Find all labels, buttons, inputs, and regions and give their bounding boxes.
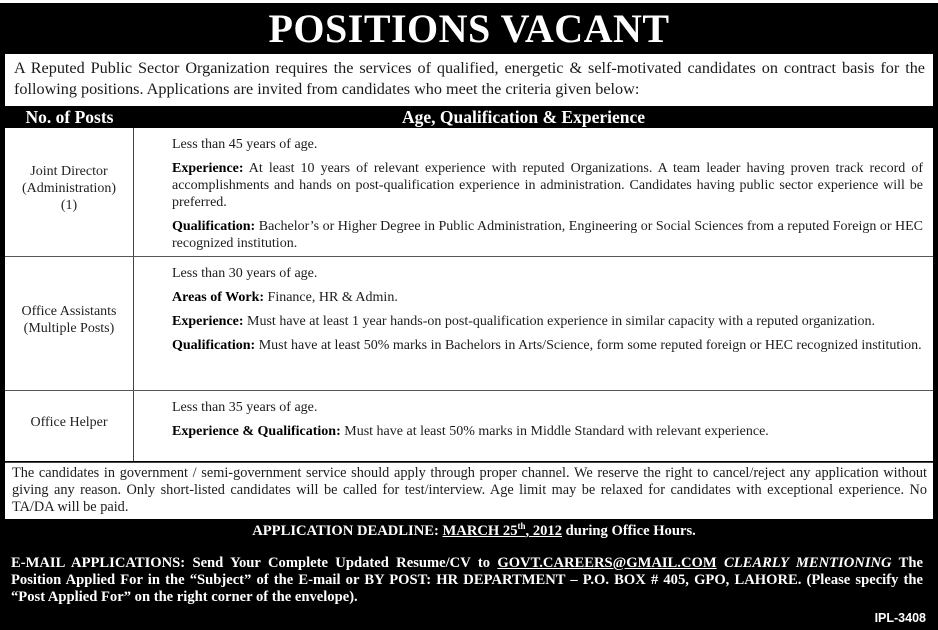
criteria-text: Must have at least 1 year hands-on post-qualification experience in similar capacity with a reputed organization. xyxy=(243,314,876,329)
criteria-label: Experience: xyxy=(172,161,244,176)
criteria-label: Areas of Work: xyxy=(172,290,265,305)
criteria-cell xyxy=(134,391,933,461)
criteria-label: Experience & Qualification: xyxy=(172,424,341,439)
criteria-cell xyxy=(134,128,933,256)
post-cell xyxy=(5,257,134,390)
post-cell xyxy=(5,128,134,256)
criteria-cell xyxy=(134,257,933,390)
criteria-label: Qualification: xyxy=(172,338,256,353)
table-row-office-assistants xyxy=(5,257,933,391)
criteria-text: Must have at least 50% marks in Bachelors in Arts/Science, form some reputed foreign or HEC recognized institution. xyxy=(255,338,922,353)
terms-paragraph: The candidates in government / semi-government service should apply through proper channel. We reserve the right to cancel/reject any application without giving any reason. Only short-listed candidates will be called for test/interview. Age limit may be relaxed for candidates with exceptional experience. No TA/DA will be paid. xyxy=(5,462,933,519)
page-title: POSITIONS VACANT xyxy=(268,5,670,51)
criteria-experience xyxy=(172,313,923,330)
table-row-joint-director xyxy=(5,128,933,257)
table-row-office-helper xyxy=(5,391,933,461)
email-emphasis: CLEARLY MENTIONING xyxy=(716,555,892,571)
post-cell xyxy=(5,391,134,461)
deadline-suffix: during Office Hours. xyxy=(562,523,696,539)
age-limit: Less than 35 years of age. xyxy=(172,400,318,415)
intro-paragraph: A Reputed Public Sector Organization requires the services of qualified, energetic & self-motivated candidates on contract basis for the following positions. Applications are invited from candidates who meet the criteria given below: xyxy=(5,54,933,106)
title-band xyxy=(0,3,938,53)
post-title: Office Helper xyxy=(30,414,108,430)
post-department: (Administration) xyxy=(21,180,117,196)
criteria-experience xyxy=(172,160,923,211)
criteria-qualification xyxy=(172,218,923,252)
post-count: (1) xyxy=(60,197,78,213)
post-title: Joint Director xyxy=(30,163,108,179)
positions-table xyxy=(5,128,933,461)
criteria-text: Finance, HR & Admin. xyxy=(264,290,398,305)
deadline-date-suffix: th xyxy=(517,521,526,532)
post-title: Office Assistants xyxy=(21,303,117,319)
deadline-date-day: MARCH 25 xyxy=(442,523,518,539)
criteria-text: At least 10 years of relevant experience with reputed Organizations. A team leader having proven track record of accomplishments and hands on post-qualification experience in administration. Candidates having public sector experience will be preferred. xyxy=(172,161,923,210)
job-advertisement xyxy=(0,3,938,630)
email-lead: E-MAIL APPLICATIONS: Send Your Complete Updated Resume/CV to xyxy=(11,555,498,571)
age-limit: Less than 45 years of age. xyxy=(172,137,318,152)
email-instructions xyxy=(11,555,923,606)
criteria-text: Bachelor’s or Higher Degree in Public Administration, Engineering or Social Sciences from a reputed Foreign or HEC recognized institution. xyxy=(172,219,923,251)
column-header-posts: No. of Posts xyxy=(25,107,114,127)
deadline-date xyxy=(443,523,563,539)
criteria-experience-qualification xyxy=(172,423,923,440)
post-count: (Multiple Posts) xyxy=(23,320,115,336)
ad-reference-code: IPL-3408 xyxy=(874,611,926,625)
application-deadline xyxy=(0,520,938,542)
deadline-label: APPLICATION DEADLINE: xyxy=(252,523,443,539)
criteria-text: Must have at least 50% marks in Middle Standard with relevant experience. xyxy=(340,424,769,439)
deadline-date-year: , 2012 xyxy=(525,523,562,539)
age-limit: Less than 30 years of age. xyxy=(172,266,318,281)
postal-instructions: The Position Applied For in the “Subject” of the E-mail or BY POST: HR DEPARTMENT – P.O. BOX # 405, GPO, LAHORE. (Please specify the “Post Applied For” on the right corner of the envelope). xyxy=(11,555,924,605)
criteria-label: Experience: xyxy=(172,314,244,329)
criteria-areas-of-work xyxy=(172,289,923,306)
table-header xyxy=(5,106,933,128)
column-header-criteria: Age, Qualification & Experience xyxy=(401,107,646,127)
criteria-qualification xyxy=(172,337,923,354)
email-address-link[interactable]: GOVT.CAREERS@GMAIL.COM xyxy=(497,555,717,571)
criteria-label: Qualification: xyxy=(172,219,256,234)
